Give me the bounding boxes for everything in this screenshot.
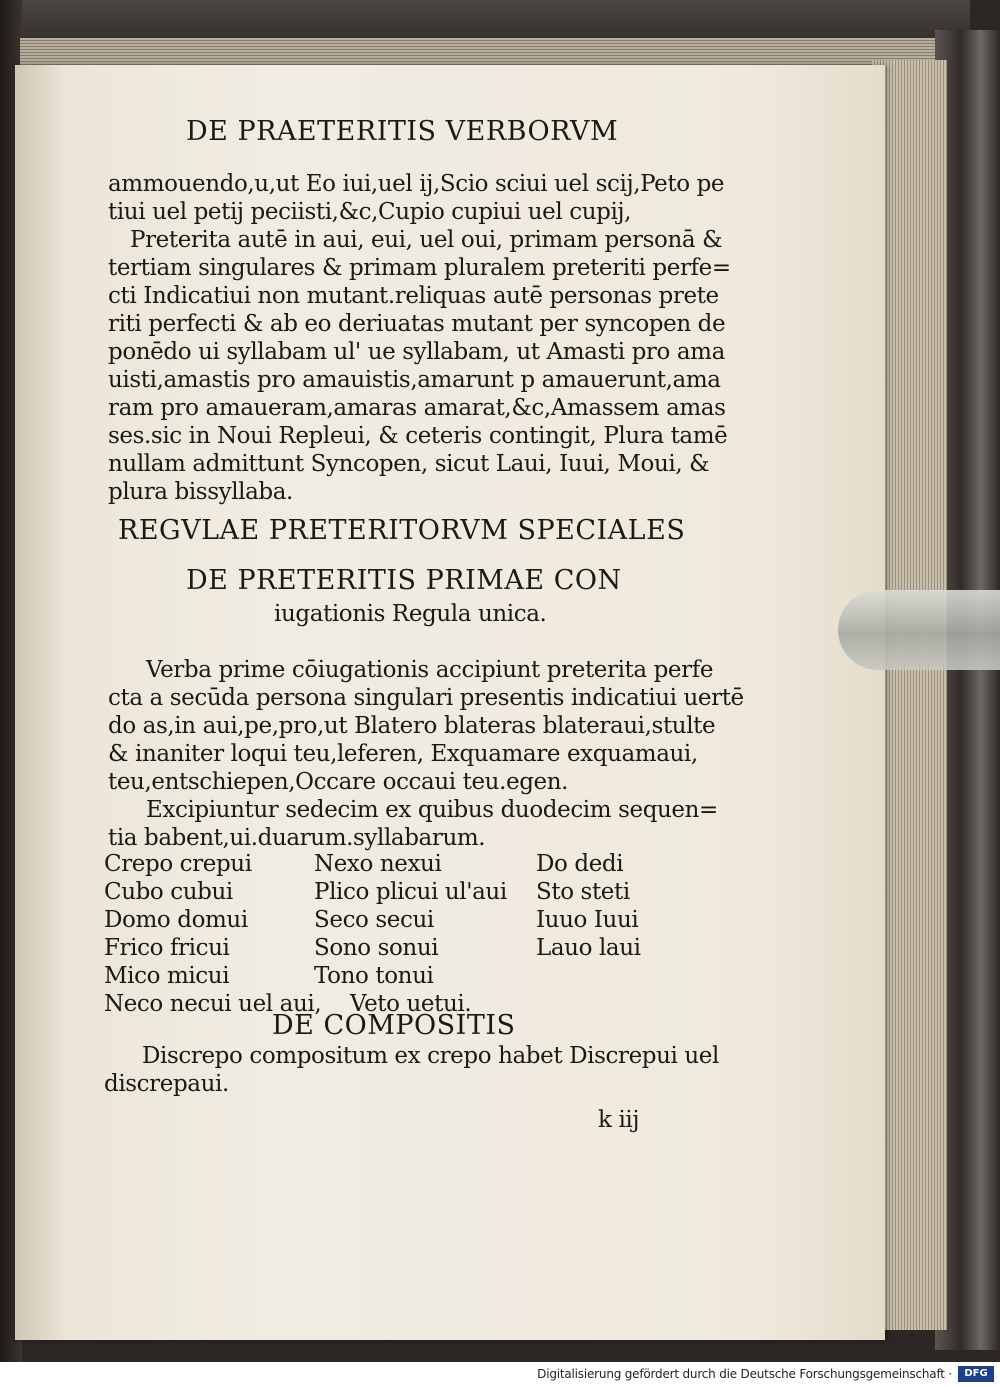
text-line: & inaniter loqui teu,leferen, Exquamare exquamaui, [108,741,698,767]
verb-entry: Sono sonui [314,935,439,961]
verb-entry: Mico micui [104,963,230,989]
verb-entry: Plico plicui ul'aui [314,879,507,905]
verb-entry: Crepo crepui [104,851,252,877]
verb-entry: Cubo cubui [104,879,233,905]
page-clip [838,590,1000,670]
verb-entry: Seco secui [314,907,434,933]
verb-entry: Sto steti [536,879,630,905]
text-line: cta a secūda persona singulari presentis indicatiui uertē [108,685,744,711]
signature-mark: k iij [598,1107,640,1133]
text-line: tia babent,ui.duarum.syllabarum. [108,825,486,851]
verb-entry: Frico fricui [104,935,230,961]
text-line: tiui uel petij peciisti,&c,Cupio cupiui uel cupij, [108,199,632,225]
text-line: do as,in aui,pe,pro,ut Blatero blateras blateraui,stulte [108,713,716,739]
text-line: ammouendo,u,ut Eo iui,uel ij,Scio sciui uel scij,Peto pe [108,171,725,197]
verb-entry: Lauo laui [536,935,641,961]
text-line: ses.sic in Noui Repleui, & ceteris contingit, Plura tamē [108,423,728,449]
verb-entry: Veto uetui. [350,991,472,1017]
text-line: Preterita autē in aui, eui, uel oui, primam personā & [130,227,723,253]
footer-bar [0,1362,1000,1387]
text-line: ram pro amaueram,amaras amarat,&c,Amassem amas [108,395,726,421]
section-heading: REGVLAE PRETERITORVM SPECIALES [118,515,686,546]
text-line: nullam admittunt Syncopen, sicut Laui, Iuui, Moui, & [108,451,710,477]
text-line: riti perfecti & ab eo deriuatas mutant per syncopen de [108,311,726,337]
verb-entry: Domo domui [104,907,248,933]
text-line: Discrepo compositum ex crepo habet Discrepui uel [142,1043,719,1069]
text-line: discrepaui. [104,1071,229,1097]
verb-entry: Tono tonui [314,963,434,989]
compositis-heading: DE COMPOSITIS [272,1010,516,1041]
text-line: ponēdo ui syllabam ul' ue syllabam, ut Amasti pro ama [108,339,725,365]
verb-entry: Iuuo Iuui [536,907,639,933]
text-line: Excipiuntur sedecim ex quibus duodecim sequen= [146,797,718,823]
dfg-logo: DFG [958,1366,994,1382]
text-line: Verba prime cōiugationis accipiunt preterita perfe [146,657,714,683]
chapter-heading: DE PRETERITIS PRIMAE CON [186,565,622,596]
text-line: teu,entschiepen,Occare occaui teu.egen. [108,769,569,795]
verb-entry: Nexo nexui [314,851,442,877]
text-line: uisti,amastis pro amauistis,amarunt p amauerunt,ama [108,367,721,393]
funding-credit: Digitalisierung gefördert durch die Deutsche Forschungsgemeinschaft · [537,1367,952,1381]
text-line: tertiam singulares & primam pluralem preteriti perfe= [108,255,731,281]
verb-entry: Do dedi [536,851,624,877]
chapter-subheading: iugationis Regula unica. [274,601,547,627]
running-heading: DE PRAETERITIS VERBORVM [186,116,619,147]
text-line: plura bissyllaba. [108,479,293,505]
verb-entry: Neco necui uel aui, [104,991,322,1017]
text-line: cti Indicatiui non mutant.reliquas autē personas prete [108,283,719,309]
